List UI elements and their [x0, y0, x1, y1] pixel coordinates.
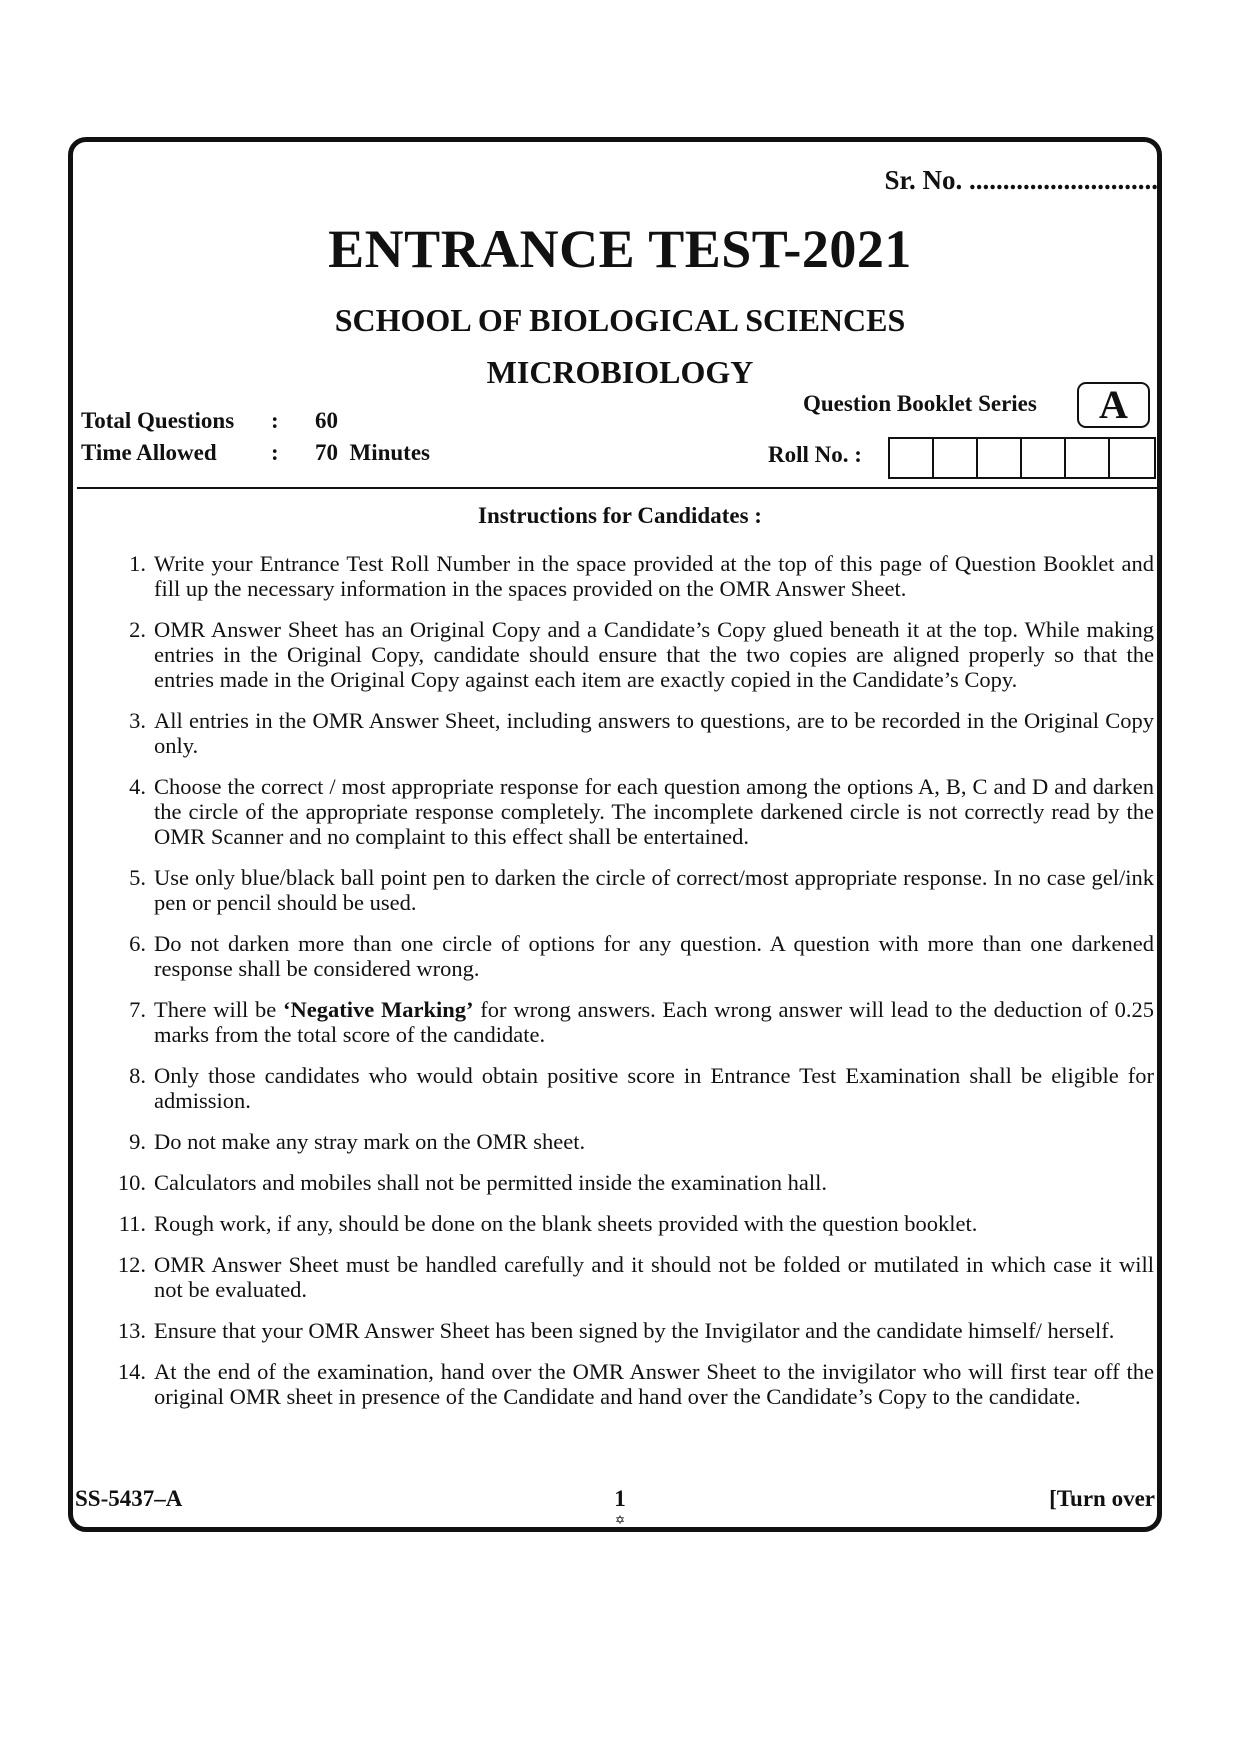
total-questions-row: [81, 408, 338, 434]
instruction-item: 12. OMR Answer Sheet must be handled carefully and it should not be folded or mutilated in which case it will not be evaluated.: [117, 1252, 1154, 1302]
roll-digit-box[interactable]: [1022, 439, 1066, 477]
booklet-series-label: Question Booklet Series: [803, 391, 1037, 416]
booklet-code: SS-5437–A: [75, 1486, 183, 1511]
time-allowed-row: [81, 440, 430, 466]
instruction-item: 11. Rough work, if any, should be done on the blank sheets provided with the question booklet.: [118, 1211, 978, 1236]
instruction-item: 10. Calculators and mobiles shall not be permitted inside the examination hall.: [117, 1170, 827, 1195]
roll-digit-box[interactable]: [1066, 439, 1110, 477]
roll-digit-box[interactable]: [934, 439, 978, 477]
roll-digit-box[interactable]: [978, 439, 1022, 477]
time-allowed-value: 70 Minutes: [315, 440, 430, 465]
page-number: 1: [614, 1486, 626, 1511]
instruction-item: 4. Choose the correct / most appropriate response for each question among the options A, B, C and D and darken the circle of the appropriate response completely. The incomplete darkened circle is not correctly read by the OMR Scanner and no complaint to this effect shall be entertained.: [129, 774, 1154, 849]
page-title: ENTRANCE TEST-2021: [328, 219, 912, 279]
instructions-list: [108, 551, 1160, 1425]
roll-digit-box[interactable]: [890, 439, 934, 477]
total-questions-value: 60: [315, 408, 338, 433]
roll-digit-box[interactable]: [1110, 439, 1154, 477]
instruction-item: 7. There will be ‘Negative Marking’ for wrong answers. Each wrong answer will lead to the deduction of 0.25 marks from the total score of the candidate.: [129, 997, 1160, 1047]
turn-over-label: [Turn over: [1049, 1486, 1155, 1511]
total-questions-colon: :: [271, 408, 279, 433]
booklet-series-box: A: [1077, 382, 1150, 428]
instruction-item: 3. All entries in the OMR Answer Sheet, including answers to questions, are to be recorded in the Original Copy only.: [129, 708, 1154, 758]
roll-number-label: Roll No. :: [768, 442, 862, 467]
instruction-item: 9. Do not make any stray mark on the OMR sheet.: [129, 1129, 586, 1154]
subject-name: MICROBIOLOGY: [486, 354, 754, 390]
instruction-item: 13. Ensure that your OMR Answer Sheet has been signed by the Invigilator and the candidate himself/ herself.: [117, 1318, 1115, 1343]
instruction-item: 8. Only those candidates who would obtain positive score in Entrance Test Examination shall be eligible for admission.: [129, 1063, 1154, 1113]
instruction-item: 5. Use only blue/black ball point pen to darken the circle of correct/most appropriate response. In no case gel/ink pen or pencil should be used.: [129, 865, 1154, 915]
school-name: SCHOOL OF BIOLOGICAL SCIENCES: [334, 302, 906, 338]
star-of-david-icon: ✡: [614, 1513, 626, 1527]
roll-number-boxes[interactable]: [888, 437, 1156, 479]
total-questions-label: Total Questions: [81, 408, 235, 433]
instruction-item: 1. Write your Entrance Test Roll Number in the space provided at the top of this page of Question Booklet and fill up the necessary information in the spaces provided on the OMR Answer Sheet.: [129, 551, 1154, 601]
serial-number: Sr. No. ............................: [884, 165, 1158, 195]
negative-marking-emphasis: ‘Negative Marking’: [283, 997, 474, 1022]
instructions-heading: Instructions for Candidates :: [478, 503, 762, 528]
time-allowed-colon: :: [271, 440, 279, 465]
instruction-item: 14. At the end of the examination, hand over the OMR Answer Sheet to the invigilator who will first tear off the original OMR sheet in presence of the Candidate and hand over the Candidate’s Copy to the candidate.: [117, 1359, 1154, 1409]
time-allowed-label: Time Allowed: [81, 440, 217, 465]
instruction-item: 6. Do not darken more than one circle of options for any question. A question with more than one darkened response shall be considered wrong.: [129, 931, 1154, 981]
instruction-item: 2. OMR Answer Sheet has an Original Copy and a Candidate’s Copy glued beneath it at the top. While making entries in the Original Copy, candidate should ensure that the two copies are aligned properly so that the entries made in the Original Copy against each item are exactly copied in the Candidate’s Copy.: [129, 617, 1154, 692]
header-divider: [77, 487, 1158, 489]
